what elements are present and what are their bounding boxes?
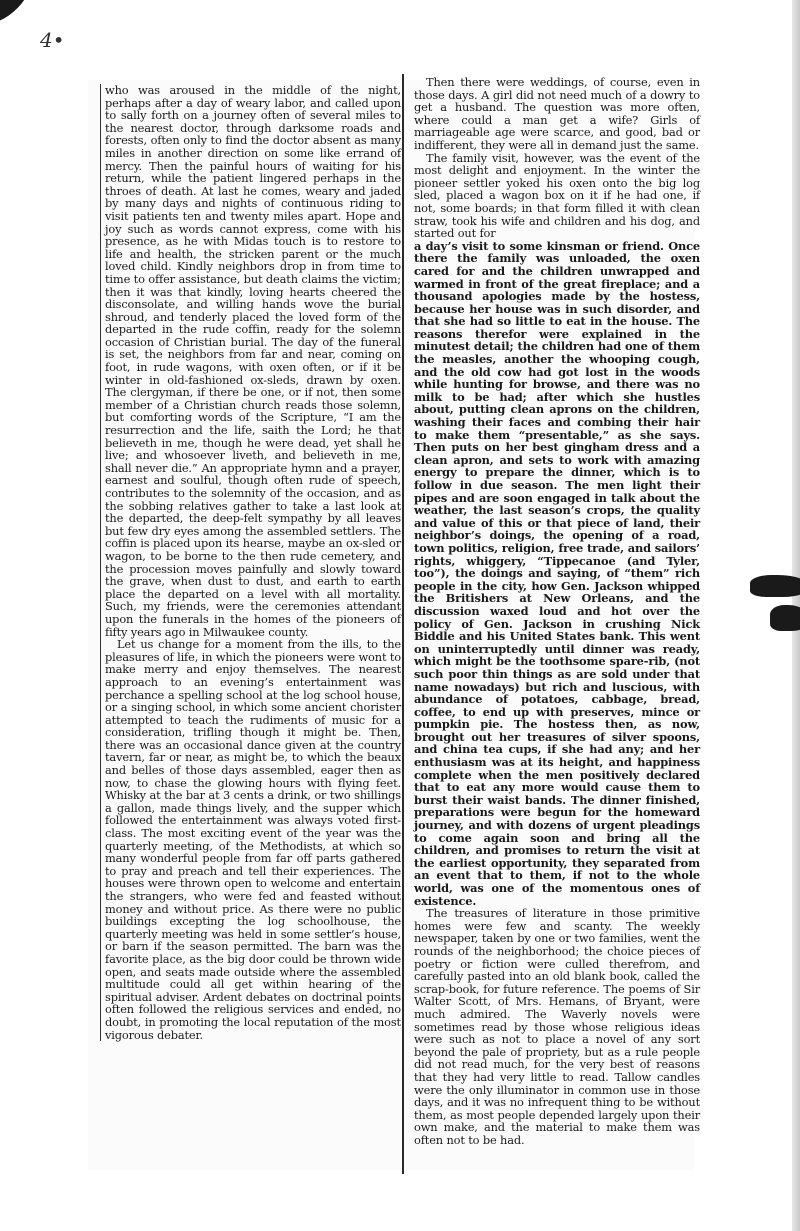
- article-column-right: [410, 76, 700, 1146]
- paragraph: The treasures of literature in those primitive homes were few and scanty. The weekly newspaper, taken by one or two families, went the rounds of the neighborhood; the choice pieces of poetry or fiction were culled therefrom, and carefully pasted into an old blank book, called the scrap-book, for future reference. The poems of Sir Walter Scott, of Mrs. Hemans, of Bryant, were much admired. The Waverly novels were sometimes read by those whose religious ideas were such as not to place a novel of any sort beyond the pale of propriety, but as a rule people did not read much, for the very best of reasons that they had very little to read. Tallow candles were the only illuminator in common use in those days, and it was no infrequent thing to be without them, as most people depended largely upon their own make, and the material to make them was often not to be had.: [414, 906, 700, 1147]
- scan-blot: [750, 575, 800, 597]
- paragraph: The family visit, however, was the event of the most delight and enjoyment. In the winter the pioneer settler yoked his oxen onto the big log sled, placed a wagon box on it if he had one, if not, some boards; in that form filled it with clean straw, took his wife and children and his dog, and started out for: [414, 150, 700, 241]
- article-column-left: [100, 84, 401, 1041]
- column-divider: [402, 74, 404, 1174]
- handwritten-page-mark: 4•: [40, 28, 65, 52]
- scan-shadow-corner: [0, 0, 36, 36]
- paragraph: Let us change for a moment from the ills, to the pleasures of life, in which the pioneers were wont to make merry and enjoy themselves. The nearest approach to an evening’s entertainment was perchance a spelling school at the log school house, or a singing school, in which some ancient chorister attempted to teach the rudiments of music for a consideration, trifling though it might be. Then, there was an occasional dance given at the country tavern, far or near, as might be, to which the beaux and belles of those days assembled, eager then as now, to chase the glowing hours with flying feet. Whisky at the bar at 3 cents a drink, or two shillings a gallon, made things lively, and the supper which followed the entertainment was always voted first-class. The most exciting event of the year was the quarterly meeting, of the Methodists, at which so many wonderful people from far off parts gathered to pray and preach and tell their experiences. The houses were thrown open to welcome and entertain the strangers, who were fed and feasted without money and without price. As there were no public buildings excepting the log schoolhouse, the quarterly meeting was held in some settler’s house, or barn if the season permitted. The barn was the favorite place, as the big door could be thrown wide open, and seats made outside where the assembled multitude could all get within hearing of the spiritual adviser. Ardent debates on doctrinal points often followed the religious services and ended, no doubt, in promoting the local reputation of the most vigorous debater.: [105, 637, 401, 1042]
- paragraph: a day’s visit to some kinsman or friend. Once there the family was unloaded, the oxen cared for and the children unwrapped and warmed in front of the great fireplace; and a thousand apologies made by the hostess, because her house was in such disorder, and that she had so little to eat in the house. The reasons therefor were explained in the minutest detail; the children had one of them the measles, another the whooping cough, and the old cow had got lost in the woods while hunting for browse, and there was no milk to be had; after which she hustles about, putting clean aprons on the children, washing their faces and combing their hair to make them “presentable,” as she says. Then puts on her best gingham dress and a clean apron, and sets to work with amazing energy to prepare the dinner, which is to follow in due season. The men light their pipes and are soon engaged in talk about the weather, the last season’s crops, the quality and value of this or that piece of land, their neighbor’s doings, the opening of a road, town politics, religion, free trade, and sailors’ rights, whiggery, “Tippecanoe (and Tyler, too”), the doings and saying, of “them” rich people in the city, how Gen. Jackson whipped the Britishers at New Orleans, and the discussion waxed loud and hot over the policy of Gen. Jackson in crushing Nick Biddle and his United States bank. This went on uninterruptedly until dinner was ready, which might be the toothsome spare-rib, (not such poor thin things as are sold under that name nowadays) but rich and luscious, with abundance of potatoes, cabbage, bread, coffee, to end up with preserves, mince or pumpkin pie. The hostess then, as now, brought out her treasures of silver spoons, and china tea cups, if she had any; and her enthusiasm was at its height, and happiness complete when the men positively declared that to eat any more would cause them to burst their waist bands. The dinner finished, preparations were begun for the homeward journey, and with dozens of urgent pleadings to come again soon and bring all the children, and promises to return the visit at the earliest opportunity, they separated from an event that to them, if not to the whole world, was one of the momentous ones of existence.: [414, 238, 700, 908]
- paragraph: Then there were weddings, of course, even in those days. A girl did not need much of a dowry to get a husband. The question was more often, where could a man get a wife? Girls of marriageable age were scarce, and good, bad or indifferent, they were all in demand just the same.: [414, 75, 700, 152]
- scan-blot: [770, 605, 800, 631]
- paragraph: who was aroused in the middle of the night, perhaps after a day of weary labor, and called upon to sally forth on a journey often of several miles to the nearest doctor, through darksome roads and forests, often only to find the doctor absent as many miles in another direction on some like errand of mercy. Then the painful hours of waiting for his return, while the patient lingered perhaps in the throes of death. At last he comes, weary and jaded by many days and nights of continuous riding to visit patients ten and twenty miles apart. Hope and joy such as words cannot express, come with his presence, as he with Midas touch is to restore to life and health, the stricken parent or the much loved child. Kindly neighbors drop in from time to time to offer assistance, but death claims the victim; then it was that kindly, loving hearts cheered the disconsolate, and willing hands wove the burial shroud, and tenderly placed the loved form of the departed in the rude coffin, ready for the solemn occasion of Christian burial. The day of the funeral is set, the neighbors from far and near, coming on foot, in rude wagons, with oxen often, or if it be winter in old-fashioned ox-sleds, drawn by oxen. The clergyman, if there be one, or if not, then some member of a Christian church reads those solemn, but comforting words of the Scripture, “I am the resurrection and the life, saith the Lord; he that believeth in me, though he were dead, yet shall he live; and whosoever liveth, and believeth in me, shall never die.” An appropriate hymn and a prayer, earnest and soulful, though often rude of speech, contributes to the solemnity of the occasion, and as the sobbing relatives gather to take a last look at the departed, the deep-felt sympathy by all leaves but few dry eyes among the assembled settlers. The coffin is placed upon its hearse, maybe an ox-sled or wagon, to be borne to the then rude cemetery, and the procession moves painfully and slowly toward the grave, when dust to dust, and earth to earth place the departed on a level with all mortality. Such, my friends, were the ceremonies attendant upon the funerals in the homes of the pioneers of fifty years ago in Milwaukee county.: [105, 83, 401, 639]
- newspaper-clipping: [88, 75, 700, 1170]
